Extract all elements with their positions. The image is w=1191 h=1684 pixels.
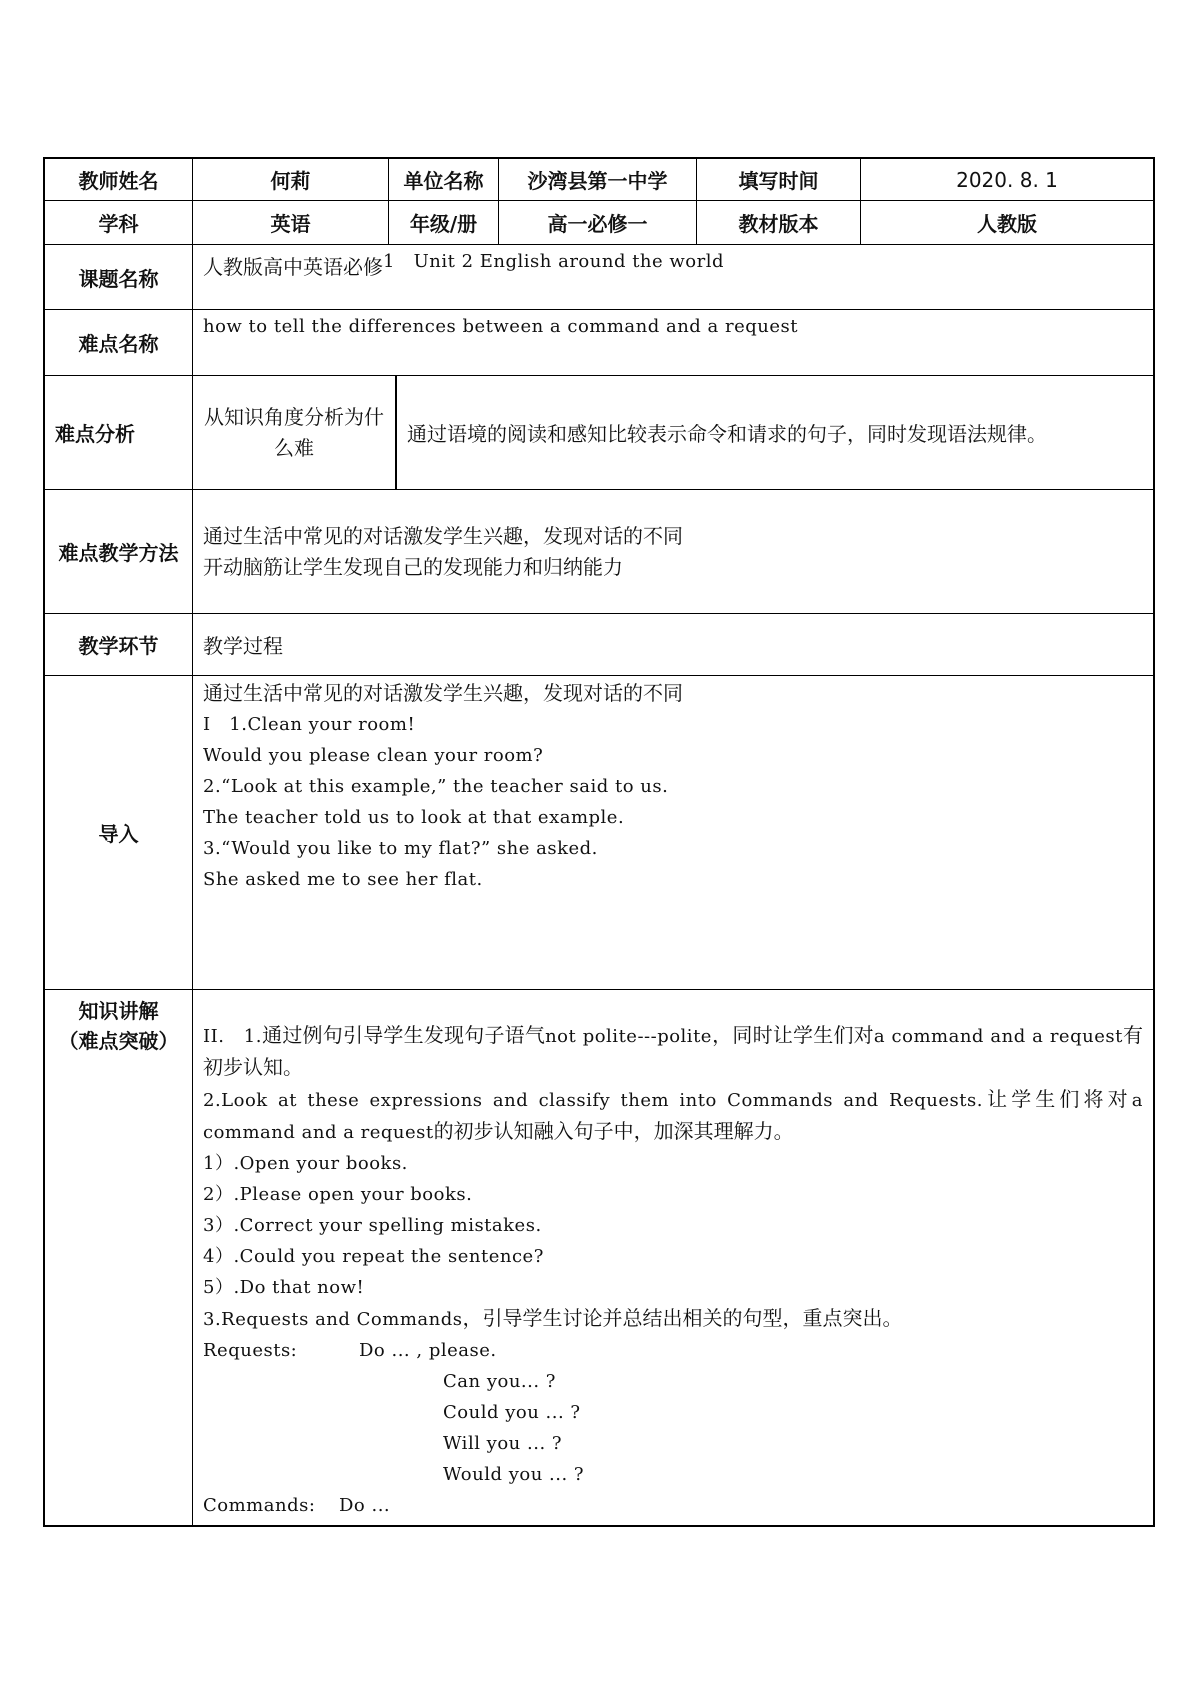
knowledge-item: 1）.Open your books. <box>203 1153 408 1174</box>
commands-label: Commands: <box>203 1495 316 1516</box>
topic-row <box>45 245 1153 310</box>
intro-line: Would you please clean your room? <box>203 745 544 766</box>
p1-b: 通过例句引导学生发现句子语气 <box>261 1023 546 1047</box>
intro-line: I 1.Clean your room! <box>203 714 416 735</box>
topic-label: 课题名称 <box>45 245 193 309</box>
requests-line <box>203 1335 1143 1366</box>
header-row-1 <box>45 159 1153 201</box>
method-label: 难点教学方法 <box>45 490 193 613</box>
intro-line: She asked me to see her flat. <box>203 869 483 890</box>
knowledge-paragraph-3 <box>203 1303 1143 1335</box>
p2-a: 2.Look at these expressions and classify them into Commands and Requests. <box>203 1090 983 1111</box>
p1-d: ，同时让学生们对 <box>711 1023 874 1047</box>
p1-c: not polite---polite <box>545 1026 712 1047</box>
teacher-name-label: 教师姓名 <box>45 159 193 200</box>
requests-more: Would you ... ? <box>443 1464 585 1485</box>
topic-value-zh: 人教版高中英语必修 <box>203 255 383 279</box>
process-section-value: 教学过程 <box>203 634 283 658</box>
topic-value <box>193 245 1153 309</box>
process-header-row <box>45 614 1153 676</box>
process-section-label: 教学环节 <box>45 614 193 675</box>
lesson-plan-table <box>43 157 1155 1527</box>
intro-row <box>45 676 1153 990</box>
p3-a: 3.Requests and Commands <box>203 1309 463 1330</box>
commands-line <box>203 1490 1143 1521</box>
commands-value: Do ... <box>339 1495 391 1516</box>
knowledge-label <box>45 990 193 1525</box>
p1-f: 有初步认知。 <box>203 1023 1144 1079</box>
method-row <box>45 490 1153 614</box>
topic-value-en: 1 Unit 2 English around the world <box>383 251 725 272</box>
textbook-value: 人教版 <box>977 212 1037 236</box>
p1-e: a command and a request <box>873 1026 1123 1047</box>
subject-value: 英语 <box>193 201 389 244</box>
analysis-label: 难点分析 <box>45 376 193 489</box>
unit-name-label: 单位名称 <box>389 159 499 200</box>
subject-label: 学科 <box>45 201 193 244</box>
teacher-name-value: 何莉 <box>193 159 389 200</box>
knowledge-item: 4）.Could you repeat the sentence? <box>203 1246 544 1267</box>
header-row-2 <box>45 201 1153 245</box>
knowledge-item: 3）.Correct your spelling mistakes. <box>203 1215 542 1236</box>
knowledge-paragraph-1 <box>203 1020 1143 1084</box>
textbook-label: 教材版本 <box>697 201 861 244</box>
analysis-sub-label: 从知识角度分析为什么难 <box>193 376 397 489</box>
grade-value: 高一必修一 <box>499 201 697 244</box>
unit-name-value: 沙湾县第一中学 <box>499 159 697 200</box>
p2-b: 让学生们将对 <box>982 1087 1132 1111</box>
intro-line: The teacher told us to look at that example. <box>203 807 625 828</box>
method-value <box>193 490 1153 613</box>
requests-more: Will you ... ? <box>443 1433 563 1454</box>
knowledge-row <box>45 990 1153 1525</box>
intro-heading: 通过生活中常见的对话激发学生兴趣，发现对话的不同 <box>203 681 683 705</box>
intro-line: 3.“Would you like to my flat?” she asked. <box>203 838 598 859</box>
knowledge-label-line-1: 知识讲解 <box>78 999 159 1023</box>
knowledge-paragraph-2 <box>203 1084 1143 1148</box>
requests-more: Could you ... ? <box>443 1402 581 1423</box>
grade-label: 年级/册 <box>389 201 499 244</box>
knowledge-item: 2）.Please open your books. <box>203 1184 473 1205</box>
difficulty-row <box>45 310 1153 376</box>
requests-first: Do ... , please. <box>359 1340 497 1361</box>
analysis-row <box>45 376 1153 490</box>
method-line-2: 开动脑筋让学生发现自己的发现能力和归纳能力 <box>203 554 623 579</box>
method-line-1: 通过生活中常见的对话激发学生兴趣，发现对话的不同 <box>203 523 683 548</box>
p3-b: ，引导学生讨论并总结出相关的句型，重点突出。 <box>462 1306 903 1330</box>
knowledge-item: 5）.Do that now! <box>203 1277 365 1298</box>
fill-date-value: 2020. 8. 1 <box>956 167 1058 192</box>
intro-line: 2.“Look at this example,” the teacher said to us. <box>203 776 669 797</box>
p2-c: a command and a request <box>203 1090 1144 1143</box>
intro-content <box>193 676 1153 989</box>
knowledge-content <box>193 990 1153 1525</box>
p2-d: 的初步认知融入句子中，加深其理解力。 <box>433 1119 794 1143</box>
p1-a: II. 1. <box>203 1026 262 1047</box>
requests-more: Can you... ? <box>443 1371 556 1392</box>
analysis-value: 通过语境的阅读和感知比较表示命令和请求的句子，同时发现语法规律。 <box>407 422 1047 446</box>
requests-label: Requests: <box>203 1340 298 1361</box>
intro-label: 导入 <box>45 676 193 989</box>
difficulty-value: how to tell the differences between a command and a request <box>203 316 798 337</box>
difficulty-label: 难点名称 <box>45 310 193 375</box>
fill-date-label: 填写时间 <box>697 159 861 200</box>
knowledge-label-line-2: （难点突破） <box>58 1029 179 1053</box>
